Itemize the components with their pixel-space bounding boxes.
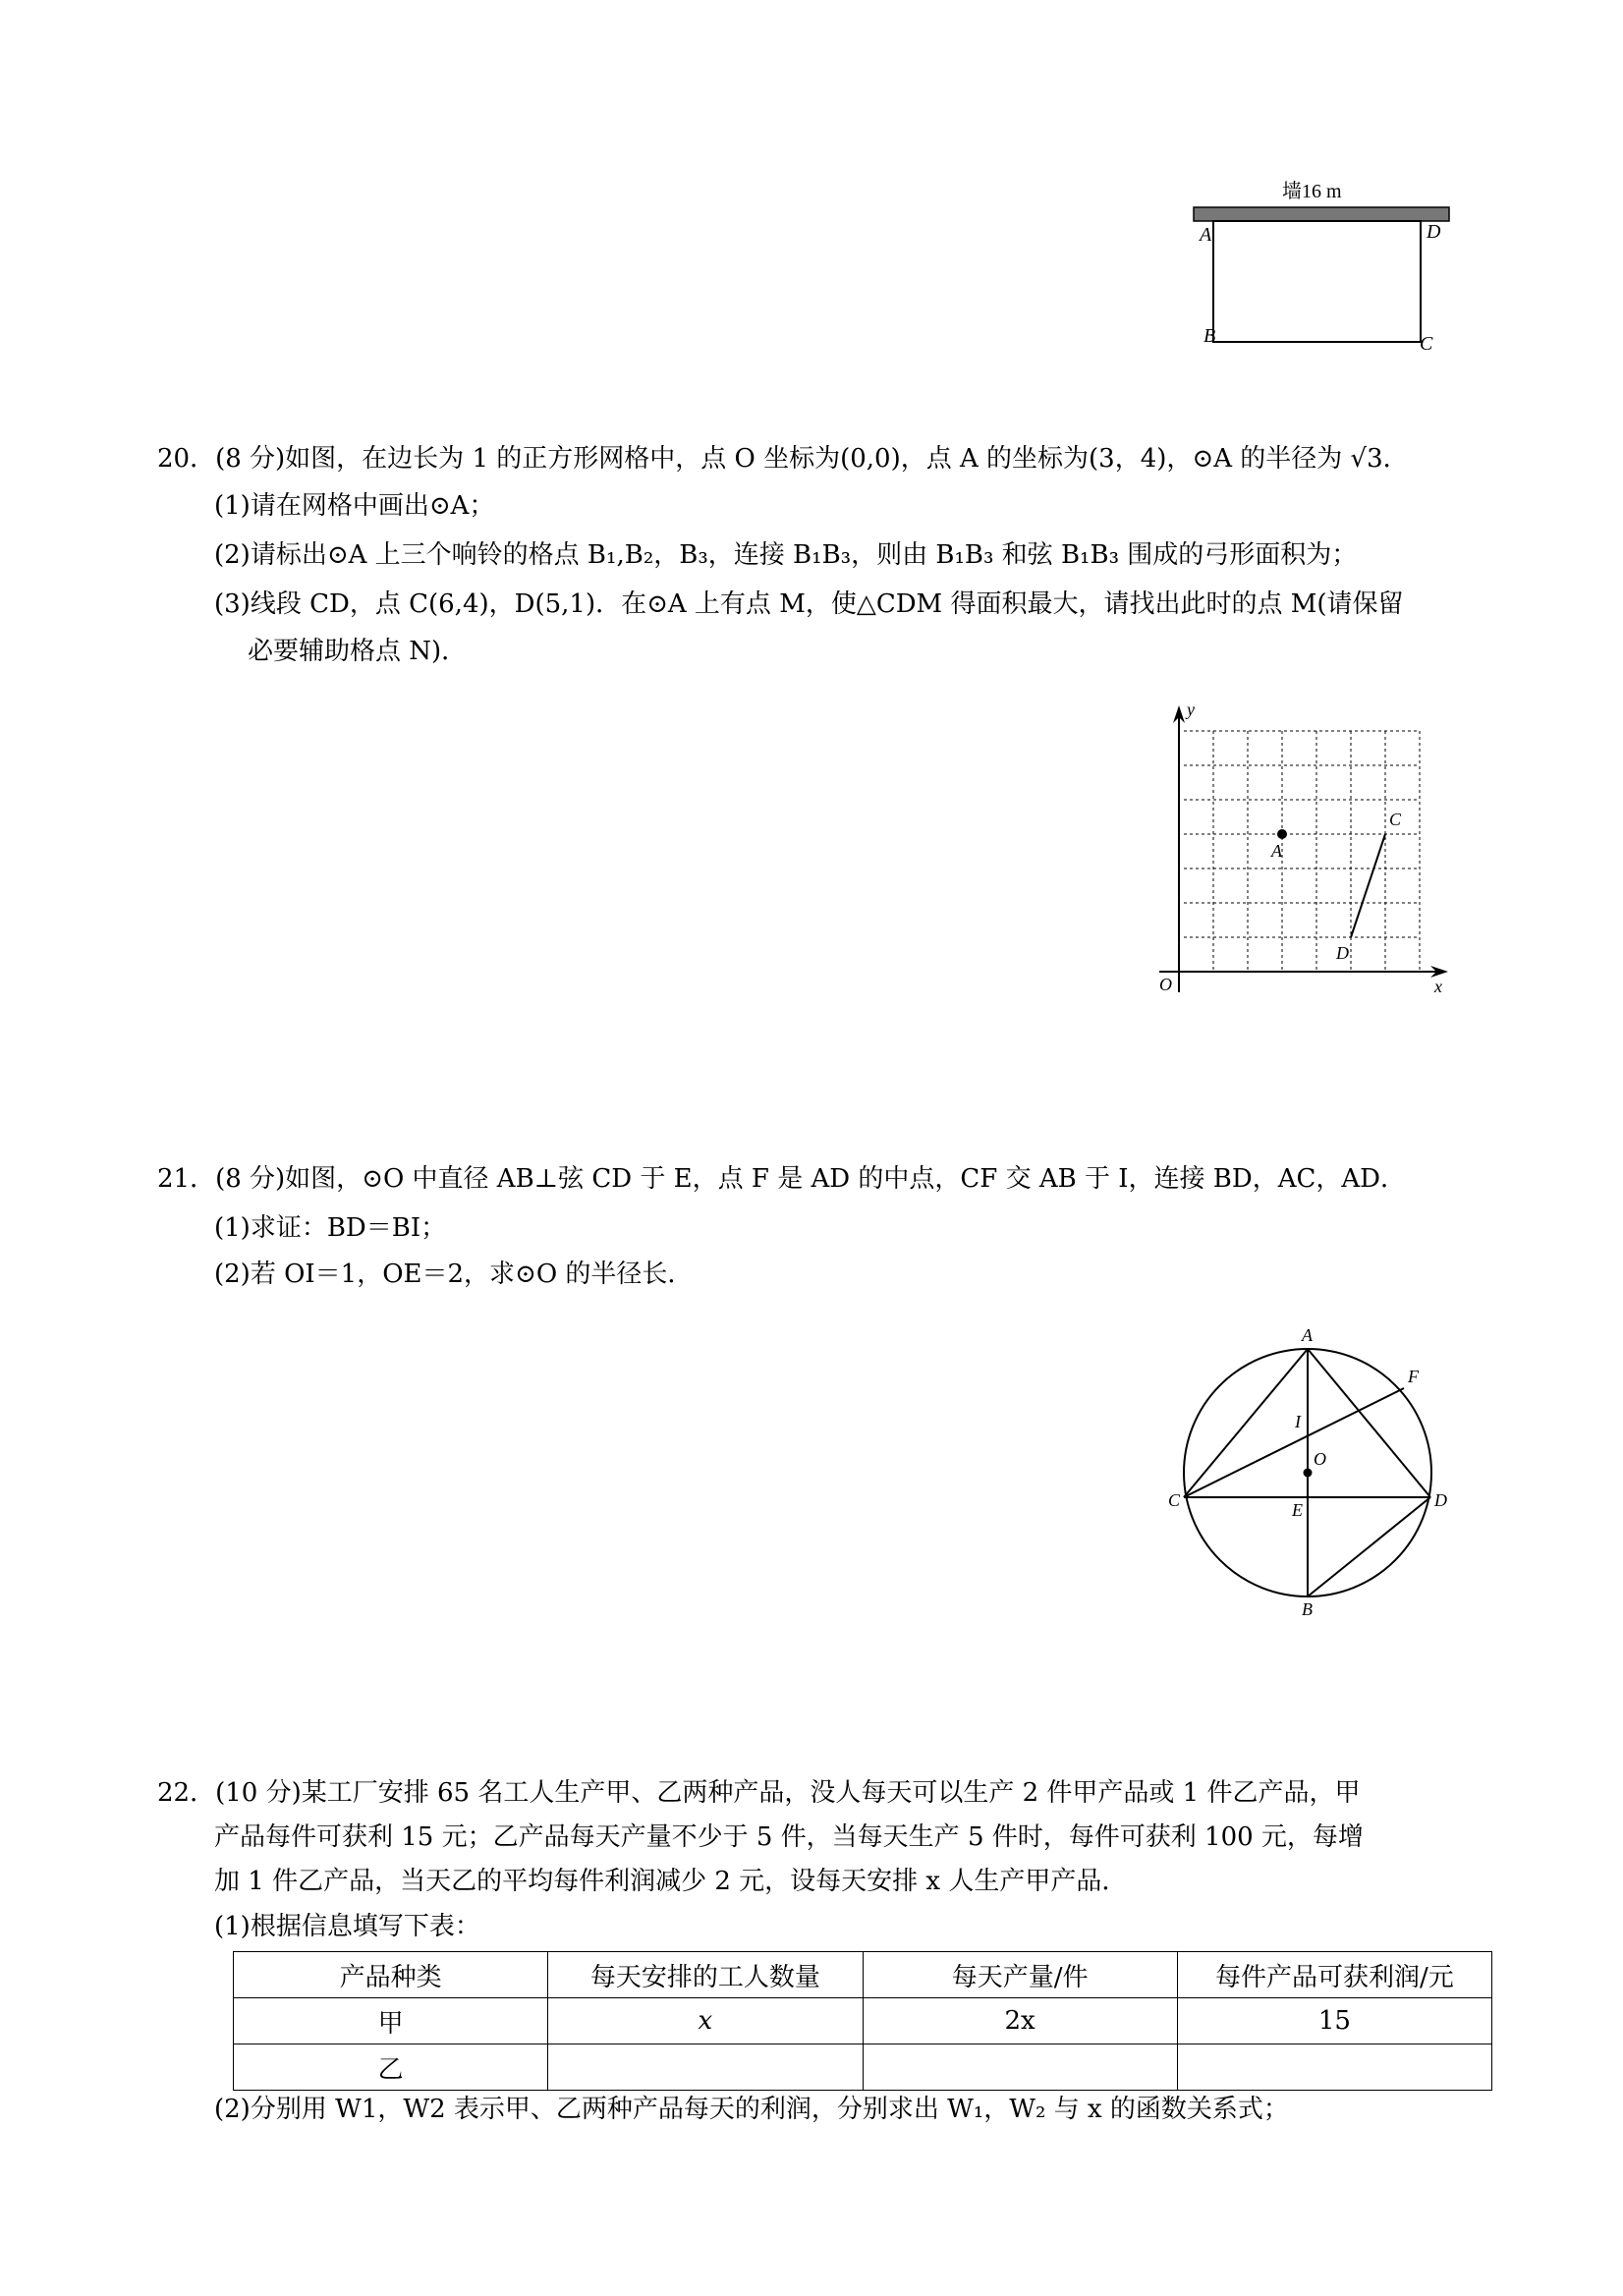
- q20-part1: (1)请在网格中画出⊙A；: [214, 491, 495, 521]
- q21-part1: (1)求证：BD＝BI；: [214, 1213, 447, 1243]
- table-cell: 2x: [863, 1998, 1177, 2044]
- label-a: A: [1302, 1325, 1313, 1345]
- q20-part3-cont: 必要辅助格点 N)．: [248, 637, 468, 666]
- q21-part2: (2)若 OI＝1，OE＝2，求⊙O 的半径长．: [214, 1260, 694, 1289]
- point-c-label: C: [1389, 810, 1402, 829]
- table-cell: 甲: [234, 1998, 548, 2044]
- rectangle-abcd: [1213, 221, 1421, 342]
- table-cell: x: [548, 1998, 863, 2044]
- label-i: I: [1295, 1412, 1301, 1431]
- q22-part1: (1)根据信息填写下表：: [214, 1912, 480, 1941]
- table-cell: [1177, 2044, 1491, 2091]
- table-header-cell: 产品种类: [234, 1952, 548, 1998]
- q22-stem: 22．(10 分)某工厂安排 65 名工人生产甲、乙两种产品，没人每天可以生产 2 件甲产品或 1 件乙产品，甲: [157, 1778, 1361, 1808]
- q22-part2: (2)分别用 W1，W2 表示甲、乙两种产品每天的利润，分别求出 W₁，W₂ 与 x 的函数关系式；: [214, 2095, 1289, 2124]
- q21-stem: 21．(8 分)如图，⊙O 中直径 AB⊥弦 CD 于 E，点 F 是 AD 的中点，CF 交 AB 于 I，连接 BD，AC，AD．: [157, 1164, 1407, 1194]
- wall-label: 墙16 m: [1282, 181, 1342, 202]
- label-f: F: [1408, 1367, 1419, 1386]
- label-c: C: [1168, 1490, 1181, 1510]
- table-header-cell: 每件产品可获利润/元: [1177, 1952, 1491, 1998]
- label-d: D: [1427, 221, 1441, 243]
- q20-part3: (3)线段 CD，点 C(6,4)，D(5,1)．在⊙A 上有点 M，使△CDM 得面积最大，请找出此时的点 M(请保留: [214, 589, 1404, 619]
- q22-stem-cont1: 产品每件可获利 15 元；乙产品每天产量不少于 5 件，当每天生产 5 件时，每件可获利 100 元，每增: [214, 1822, 1364, 1852]
- table-cell: 乙: [234, 2044, 548, 2091]
- y-axis-label: y: [1187, 700, 1195, 719]
- table-cell: [548, 2044, 863, 2091]
- circle-figure: [1164, 1312, 1459, 1621]
- label-c: C: [1420, 333, 1433, 355]
- table-header-cell: 每天安排的工人数量: [548, 1952, 863, 1998]
- label-o: O: [1314, 1449, 1326, 1469]
- wall-rectangle-figure: [1174, 172, 1469, 359]
- table-cell: [863, 2044, 1177, 2091]
- grid-figure: [1149, 698, 1464, 1002]
- center-o: [1304, 1469, 1313, 1478]
- q22-stem-cont2: 加 1 件乙产品，当天乙的平均每件利润减少 2 元，设每天安排 x 人生产甲产品．: [214, 1867, 1128, 1896]
- point-d-label: D: [1336, 943, 1349, 963]
- label-a: A: [1200, 224, 1212, 246]
- origin-label: O: [1159, 975, 1172, 994]
- x-axis-label: x: [1434, 977, 1442, 996]
- table-row: [234, 1998, 1492, 2044]
- table-row: [234, 2044, 1492, 2091]
- q20-part2: (2)请标出⊙A 上三个响铃的格点 B₁,B₂，B₃，连接 B₁B₃，则由 B₁B₃ 和弦 B₁B₃ 围成的弓形面积为；: [214, 540, 1358, 570]
- label-e: E: [1292, 1500, 1303, 1520]
- segment-cd: [1351, 834, 1385, 937]
- table-header-cell: 每天产量/件: [863, 1952, 1177, 1998]
- wall-bar: [1194, 207, 1449, 221]
- point-a-label: A: [1271, 841, 1282, 861]
- label-d: D: [1434, 1490, 1447, 1510]
- q20-stem: 20．(8 分)如图，在边长为 1 的正方形网格中，点 O 坐标为(0,0)，点 A 的坐标为(3，4)，⊙A 的半径为 √3．: [157, 444, 1409, 474]
- point-a: [1277, 829, 1287, 839]
- product-table: [233, 1951, 1492, 2091]
- label-b: B: [1302, 1599, 1313, 1619]
- table-cell: 15: [1177, 1998, 1491, 2044]
- label-b: B: [1203, 325, 1216, 347]
- table-header-row: [234, 1952, 1492, 1998]
